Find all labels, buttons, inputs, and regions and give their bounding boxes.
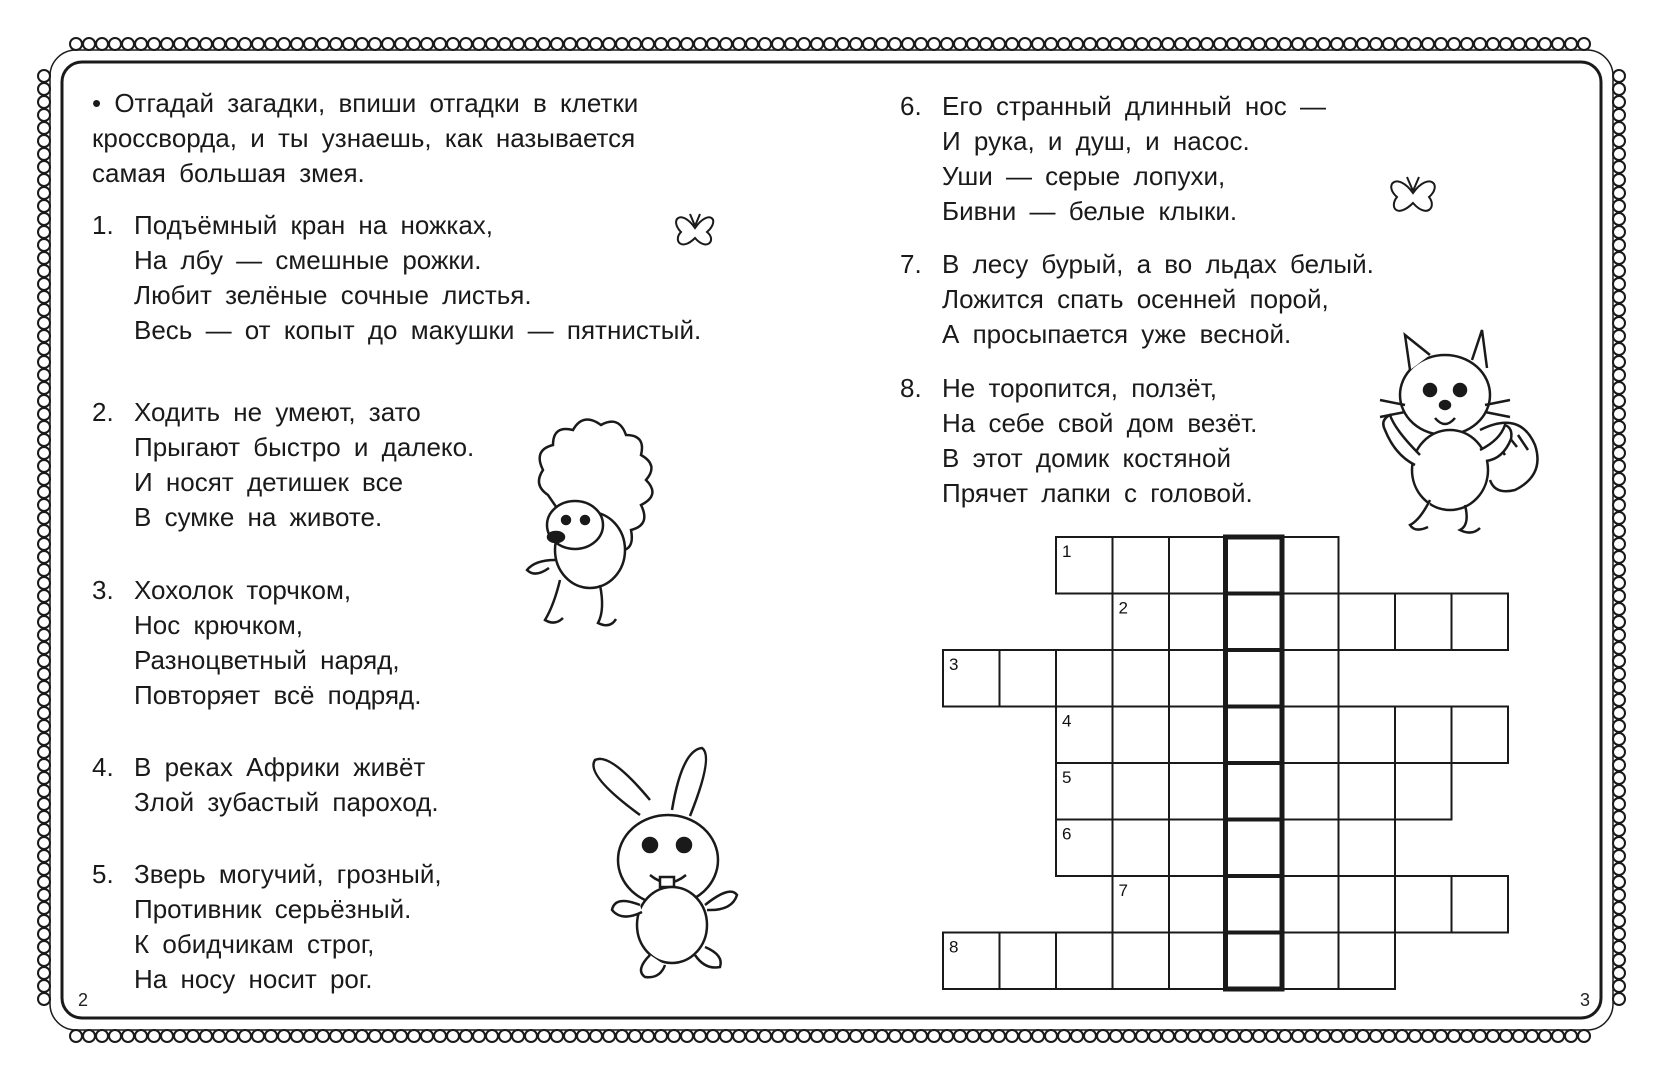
riddle-text: Не торопится, ползёт, На себе свой дом везёт. В этот домик костяной Прячет лапки с головой. [942,373,1258,508]
crossword-row-number: 8 [949,937,959,957]
riddle-text: В реках Африки живёт Злой зубастый пароход. [134,752,439,817]
riddle-text: Его странный длинный нос — И рука, и душ, и насос. Уши — серые лопухи, Бивни — белые клыки. [942,91,1326,226]
crossword-row-number: 6 [1062,824,1072,844]
crossword-row-number: 5 [1062,768,1072,787]
crossword-row-number: 4 [1062,711,1072,731]
riddle-number: 2. [92,397,114,427]
riddle-text: В лесу бурый, а во льдах белый. Ложится спать осенней порой, А просыпается уже весной. [942,249,1374,349]
riddle-text: Ходить не умеют, зато Прыгают быстро и далеко. И носят детишек все В сумке на животе. [134,397,475,532]
riddle-number: 7. [900,249,922,279]
riddle-number: 1. [92,210,114,240]
crossword-row-number: 1 [1062,542,1072,561]
bunny-illustration [593,748,737,977]
crossword-row-number: 7 [1118,881,1128,900]
page-number-right: 3 [1580,990,1591,1010]
page-number-left: 2 [78,990,89,1010]
task-instruction: • Отгадай загадки, впиши отгадки в клетки кроссворда, и ты узнаешь, как называется самая большая змея. [92,88,639,188]
riddle-number: 4. [92,752,114,782]
riddle-number: 6. [900,91,922,121]
crossword-row-number: 3 [949,655,959,674]
riddle-text: Подъёмный кран на ножках, На лбу — смешные рожки. Любит зелёные сочные листья. Весь — от копыт до макушки — пятнистый. [134,210,702,345]
cat-illustration [1380,330,1538,533]
riddle-number: 3. [92,575,114,605]
riddle-number: 5. [92,859,114,889]
riddle-number: 8. [900,373,922,403]
riddle-text: Хохолок торчком, Нос крючком, Разноцветный наряд, Повторяет всё подряд. [134,575,422,710]
crossword-row-number: 2 [1118,598,1128,618]
riddle-text: Зверь могучий, грозный, Противник серьёзный. К обидчикам строг, На носу носит рог. [134,859,442,994]
butterfly-icon [1391,177,1434,211]
hedgehog-illustration [527,420,652,626]
butterfly-icon [676,214,713,244]
